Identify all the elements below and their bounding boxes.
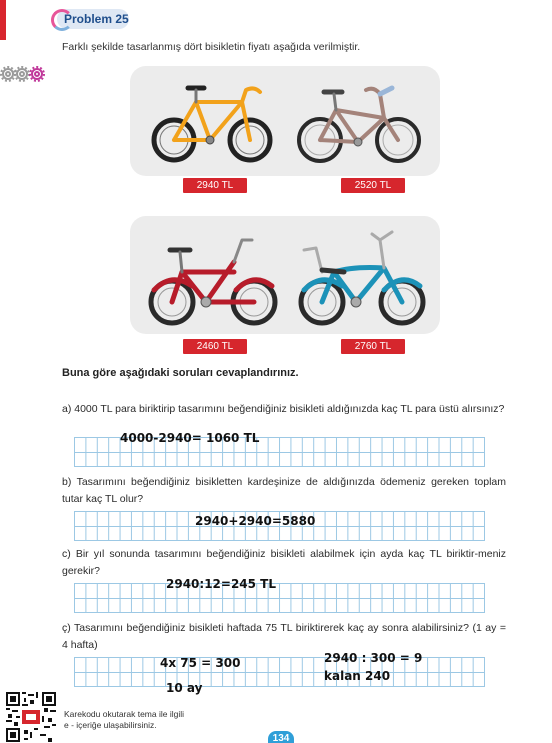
question-b: b) Tasarımını beğendiğiniz bisikletten kardeşinize de aldığınızda ödemeniz gereken toplam tutar kaç TL olur?	[62, 476, 506, 505]
teal-bike-icon	[296, 226, 428, 326]
price-tag: 2940 TL	[183, 178, 247, 193]
page-number: 134	[268, 731, 294, 743]
answer-grid-cc	[74, 657, 485, 687]
qr-text-line-1: Karekodu okutarak tema ile ilgili	[64, 709, 185, 719]
qr-instructions	[64, 709, 184, 731]
question-cc: ç) Tasarımını beğendiğiniz bisikleti haftada 75 TL biriktirerek kaç ay sonra alabilirsiniz? (1 ay = 4 hafta)	[62, 622, 506, 651]
answer-cc-result: 10 ay	[166, 681, 203, 695]
answer-b: 2940+2940=5880	[195, 514, 316, 528]
problem-badge	[57, 9, 137, 31]
qr-code-icon[interactable]	[6, 692, 56, 742]
price-tag: 2760 TL	[341, 339, 405, 354]
answer-a: 4000-2940= 1060 TL	[120, 431, 260, 445]
problem-title: Problem 25	[64, 12, 129, 26]
price-tag: 2460 TL	[183, 339, 247, 354]
question-c: c) Bir yıl sonunda tasarımını beğendiğiniz bisikleti alabilmek için ayda kaç TL biriktir-meniz gerekir?	[62, 548, 506, 577]
answer-cc-remainder: kalan 240	[324, 669, 391, 683]
mauve-bike-icon	[296, 80, 422, 166]
answer-c: 2940:12=245 TL	[166, 577, 277, 591]
orange-bike-icon	[150, 80, 274, 164]
answer-grid-c	[74, 583, 485, 613]
question-a: a) 4000 TL para biriktirip tasarımını beğendiğiniz bisikleti aldığınızda kaç TL para üstü alırsınız?	[62, 403, 505, 415]
intro-text: Farklı şekilde tasarlanmış dört bisikletin fiyatı aşağıda verilmiştir.	[62, 41, 361, 53]
qr-text-line-2: e - içeriğe ulaşabilirsiniz.	[64, 720, 157, 730]
price-tag: 2520 TL	[341, 178, 405, 193]
chapter-tab	[0, 0, 6, 40]
instructions-heading: Buna göre aşağıdaki soruları cevaplandırınız.	[62, 367, 299, 379]
answer-cc-step1: 4x 75 = 300	[160, 656, 241, 670]
red-bike-icon	[146, 232, 280, 326]
answer-cc-step2: 2940 : 300 = 9	[324, 651, 423, 665]
gears-icon	[0, 62, 48, 86]
